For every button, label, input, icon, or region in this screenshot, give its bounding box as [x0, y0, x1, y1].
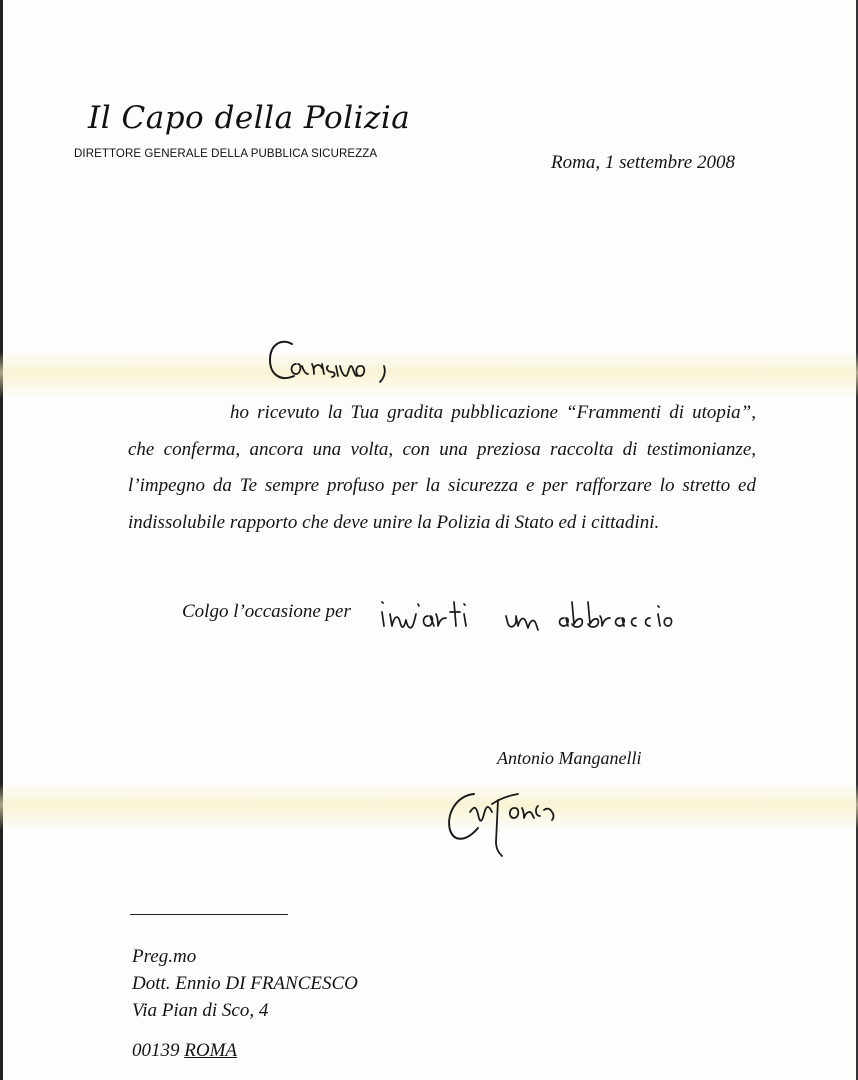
letterhead-title: Il Capo della Polizia	[88, 100, 411, 136]
signature	[440, 784, 590, 869]
recipient-address	[132, 943, 358, 1024]
letter-date: Roma, 1 settembre 2008	[551, 152, 735, 173]
paper-fold-lower	[0, 784, 858, 830]
scan-edge-left	[0, 0, 3, 1080]
letter-body: ho ricevuto la Tua gradita pubblicazione “Frammenti di utopia”, che conferma, ancora una volta, con una preziosa raccolta di testimonianze, l’impegno da Te sempre profuso per la sicurezza e per rafforzare lo stretto ed indissolubile rapporto che deve unire la Polizia di Stato ed i cittadini.	[128, 402, 756, 533]
recipient-title: Preg.mo	[132, 946, 197, 967]
recipient-street: Via Pian di Sco, 4	[132, 1000, 269, 1021]
signer-name: Antonio Manganelli	[497, 748, 642, 768]
letterhead-subtitle: DIRETTORE GENERALE DELLA PUBBLICA SICUREZZA	[74, 148, 378, 160]
handwriting-salutation-icon	[262, 330, 412, 390]
recipient-postal-code: 00139	[132, 1040, 180, 1061]
recipient-name: Dott. Ennio DI FRANCESCO	[132, 973, 358, 994]
handwritten-closing	[374, 596, 684, 641]
handwriting-closing-icon	[374, 596, 684, 636]
signature-icon	[440, 784, 590, 864]
closing-typed: Colgo l’occasione per	[182, 601, 351, 622]
separator-line	[130, 914, 288, 915]
paper-fold-upper	[0, 352, 858, 398]
handwritten-salutation	[262, 330, 412, 395]
recipient-postal-line	[132, 1040, 237, 1062]
recipient-city: ROMA	[184, 1040, 238, 1061]
